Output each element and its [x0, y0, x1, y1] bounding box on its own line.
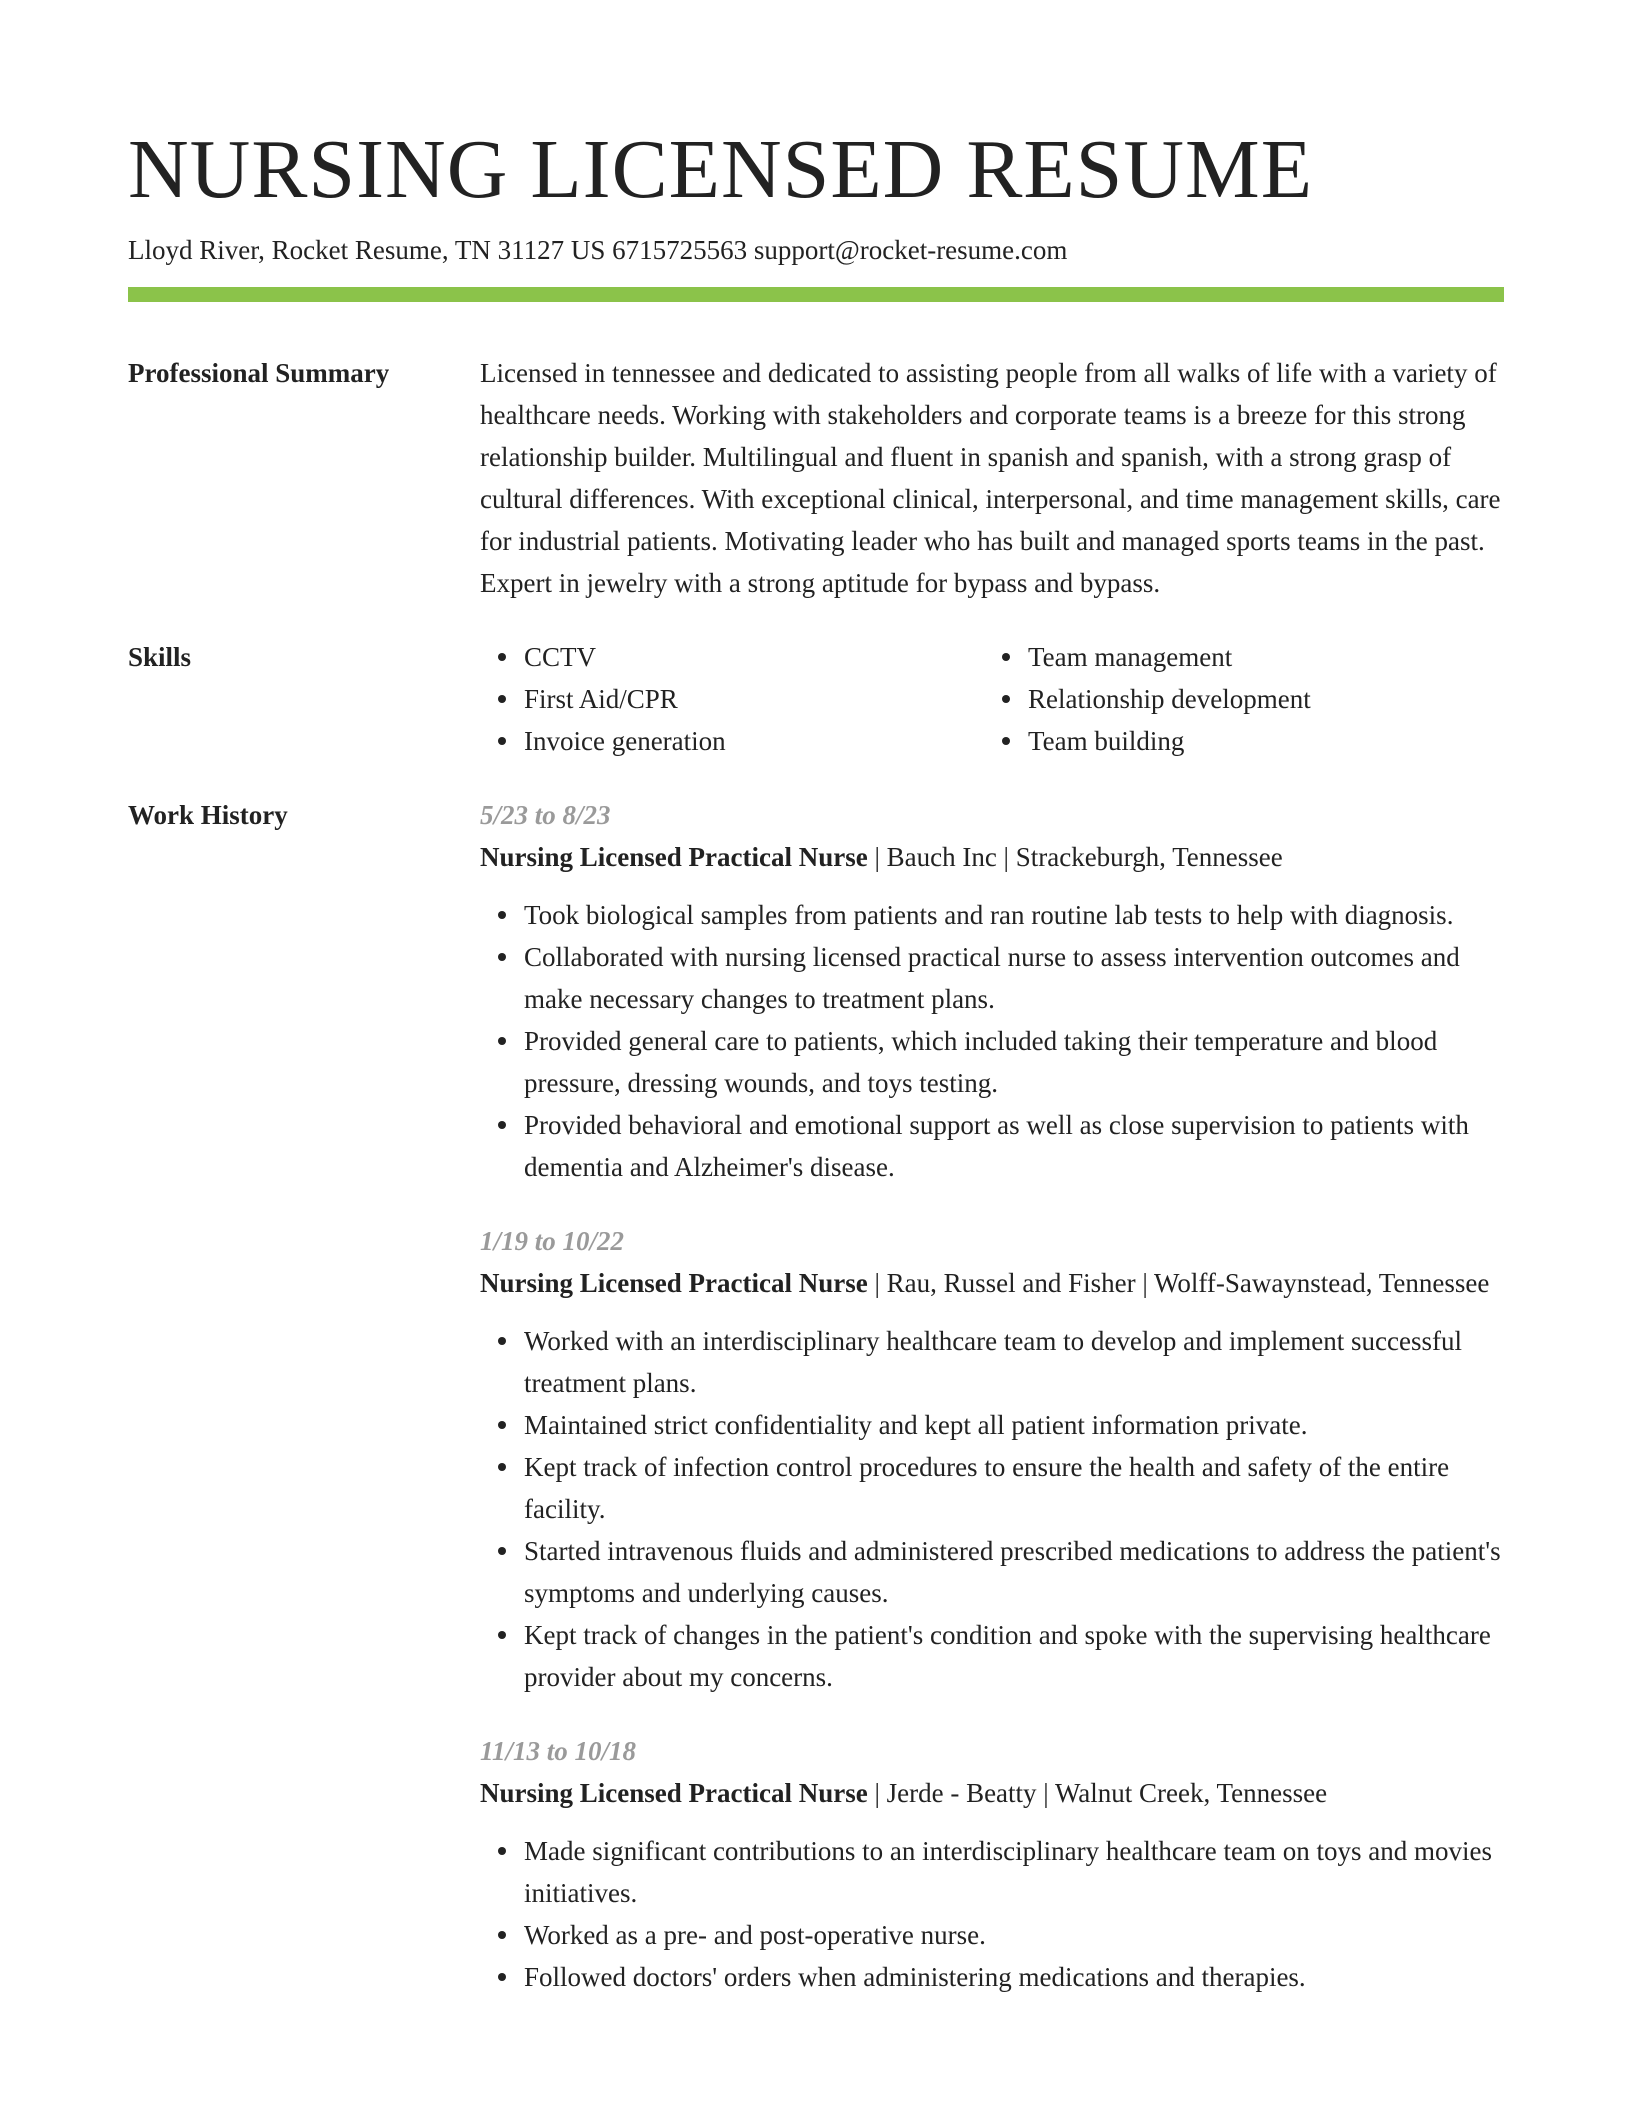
- skill-item: Relationship development: [1028, 678, 1488, 720]
- accent-divider: [128, 287, 1504, 302]
- skills-column-left: [480, 636, 984, 762]
- skills-column-right: [984, 636, 1488, 762]
- job-details: | Bauch Inc | Strackeburgh, Tennessee: [867, 842, 1283, 872]
- work-history-list: [480, 794, 1504, 2030]
- job-bullet: Provided general care to patients, which included taking their temperature and blood pressure, dressing wounds, and toys testing.: [524, 1020, 1504, 1104]
- skill-item: Team building: [1028, 720, 1488, 762]
- job-dates: 5/23 to 8/23: [480, 800, 611, 830]
- job-bullet: Made significant contributions to an interdisciplinary healthcare team on toys and movies initiatives.: [524, 1830, 1504, 1914]
- job-dates: 11/13 to 10/18: [480, 1736, 637, 1766]
- job-title: Nursing Licensed Practical Nurse: [480, 842, 868, 872]
- skill-item: First Aid/CPR: [524, 678, 984, 720]
- job-title: Nursing Licensed Practical Nurse: [480, 1778, 868, 1808]
- job-header: [480, 1262, 1504, 1304]
- job-bullet: Took biological samples from patients and ran routine lab tests to help with diagnosis.: [524, 894, 1504, 936]
- job-bullet: Collaborated with nursing licensed practical nurse to assess intervention outcomes and make necessary changes to treatment plans.: [524, 936, 1504, 1020]
- resume-page: [128, 120, 1504, 2030]
- job-entry: [480, 1730, 1504, 1998]
- section-label-work-history: Work History: [128, 800, 288, 830]
- work-history-section: [128, 794, 1504, 2030]
- job-bullet: Maintained strict confidentiality and kept all patient information private.: [524, 1404, 1504, 1446]
- job-details: | Jerde - Beatty | Walnut Creek, Tennessee: [867, 1778, 1328, 1808]
- job-bullet: Provided behavioral and emotional support as well as close supervision to patients with dementia and Alzheimer's disease.: [524, 1104, 1504, 1188]
- job-bullet: Worked with an interdisciplinary healthcare team to develop and implement successful treatment plans.: [524, 1320, 1504, 1404]
- job-header: [480, 836, 1504, 878]
- skills-grid: [480, 636, 1504, 762]
- job-bullet: Kept track of infection control procedures to ensure the health and safety of the entire facility.: [524, 1446, 1504, 1530]
- professional-summary-section: [128, 352, 1504, 604]
- summary-text: Licensed in tennessee and dedicated to assisting people from all walks of life with a variety of healthcare needs. Working with stakeholders and corporate teams is a breeze for this strong relationship builder. Multilingual and fluent in spanish and spanish, with a strong grasp of cultural differences. With exceptional clinical, interpersonal, and time management skills, care for industrial patients. Motivating leader who has built and managed sports teams in the past. Expert in jewelry with a strong aptitude for bypass and bypass.: [480, 358, 1501, 598]
- job-bullets: [480, 1830, 1504, 1998]
- job-bullet: Started intravenous fluids and administered prescribed medications to address the patient's symptoms and underlying causes.: [524, 1530, 1504, 1614]
- job-bullet: Followed doctors' orders when administering medications and therapies.: [524, 1956, 1504, 1998]
- job-dates: 1/19 to 10/22: [480, 1226, 625, 1256]
- resume-title: NURSING LICENSED RESUME: [128, 123, 1314, 216]
- section-label-summary: Professional Summary: [128, 358, 390, 388]
- job-details: | Rau, Russel and Fisher | Wolff-Sawaynstead, Tennessee: [867, 1268, 1490, 1298]
- job-bullet: Kept track of changes in the patient's condition and spoke with the supervising healthcare provider about my concerns.: [524, 1614, 1504, 1698]
- skill-item: CCTV: [524, 636, 984, 678]
- job-header: [480, 1772, 1504, 1814]
- skill-item: Invoice generation: [524, 720, 984, 762]
- section-label-skills: Skills: [128, 642, 192, 672]
- job-bullets: [480, 1320, 1504, 1698]
- job-bullet: Worked as a pre- and post-operative nurse.: [524, 1914, 1504, 1956]
- job-entry: [480, 794, 1504, 1188]
- job-title: Nursing Licensed Practical Nurse: [480, 1268, 868, 1298]
- job-bullets: [480, 894, 1504, 1188]
- job-entry: [480, 1220, 1504, 1698]
- contact-line: Lloyd River, Rocket Resume, TN 31127 US 6715725563 support@rocket-resume.com: [128, 235, 1068, 265]
- skills-section: [128, 636, 1504, 762]
- skill-item: Team management: [1028, 636, 1488, 678]
